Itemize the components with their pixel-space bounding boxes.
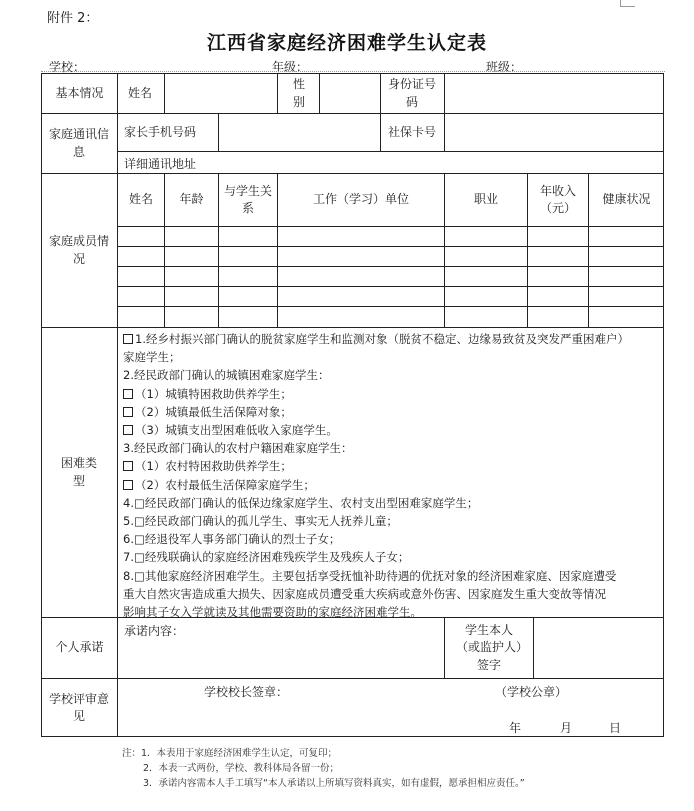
col-line bbox=[218, 173, 219, 327]
pledge-section-label: 个人承诺 bbox=[55, 640, 104, 655]
grade-label: 年级： bbox=[272, 60, 309, 74]
col-line bbox=[380, 73, 381, 151]
hardship-type-item bbox=[123, 457, 663, 475]
row-line bbox=[117, 246, 664, 247]
hardship-type-text: 2.经民政部门确认的城镇困难家庭学生： bbox=[123, 368, 330, 383]
hardship-type-item bbox=[123, 330, 663, 348]
hardship-type-item bbox=[123, 548, 663, 566]
school-label: 学校： bbox=[49, 60, 86, 74]
hardship-section-label: 困难类型 bbox=[60, 456, 97, 488]
hardship-type-item bbox=[123, 494, 663, 512]
student-signature-label: 学生本人（或监护人）签字 bbox=[456, 622, 523, 672]
name-label: 姓名 bbox=[127, 85, 152, 100]
hardship-type-text: （1）农村特困救助供养学生； bbox=[135, 459, 292, 474]
hardship-type-item bbox=[123, 439, 663, 457]
row-line bbox=[117, 306, 664, 307]
col-line bbox=[527, 173, 528, 327]
review-day: 日 bbox=[609, 721, 622, 735]
checkbox[interactable] bbox=[123, 334, 133, 344]
hardship-type-text: 重大自然灾害造成重大损失、因家庭成员遭受重大疾病或意外伤害、因家庭发生重大变故等情况 bbox=[123, 586, 606, 601]
footnote: 3．承诺内容需本人手工填写“本人承诺以上所填写资料真实，如有虚假，愿承担相应责任。” bbox=[143, 778, 525, 789]
hardship-type-item bbox=[123, 385, 663, 403]
row-line bbox=[41, 678, 664, 679]
hardship-type-text: 3.经民政部门确认的农村户籍困难家庭学生： bbox=[123, 441, 353, 456]
row-line bbox=[117, 226, 664, 227]
school-seal-label: （学校公章） bbox=[495, 685, 568, 699]
student-signature-field[interactable] bbox=[534, 618, 664, 678]
row-line bbox=[117, 266, 664, 267]
row-line bbox=[41, 327, 664, 328]
hardship-type-text: 7.□经残联确认的家庭经济困难残疾学生及残疾人子女； bbox=[123, 550, 410, 565]
hardship-type-text: （2）城镇最低生活保障对象； bbox=[135, 404, 292, 419]
address-label: 详细通讯地址 bbox=[124, 157, 197, 171]
hardship-type-item bbox=[123, 366, 663, 384]
hardship-type-item bbox=[123, 530, 663, 548]
id-number-label: 身份证号码 bbox=[387, 77, 436, 109]
family-col-age: 年龄 bbox=[179, 192, 204, 207]
hardship-type-item bbox=[123, 348, 663, 366]
form-title: 江西省家庭经济困难学生认定表 bbox=[206, 32, 487, 54]
name-field[interactable] bbox=[165, 74, 277, 113]
hardship-type-text: （3）城镇支出型困难低收入家庭学生。 bbox=[135, 423, 338, 438]
header-divider bbox=[41, 71, 665, 72]
principal-sign-label: 学校校长签章： bbox=[204, 685, 289, 699]
parent-phone-field[interactable] bbox=[219, 114, 380, 151]
footnote: 注：1．本表用于家庭经济困难学生认定，可复印； bbox=[122, 748, 338, 759]
gender-label: 性别 bbox=[292, 77, 305, 109]
row-line bbox=[117, 286, 664, 287]
family-col-name: 姓名 bbox=[128, 192, 153, 207]
hardship-type-item bbox=[123, 476, 663, 494]
checkbox[interactable] bbox=[123, 407, 133, 417]
address-field[interactable] bbox=[220, 152, 664, 173]
footnote: 2．本表一式两份，学校、教科体局各留一份； bbox=[143, 763, 340, 774]
hardship-type-item bbox=[123, 421, 663, 439]
checkbox[interactable] bbox=[123, 389, 133, 399]
review-year: 年 bbox=[509, 721, 522, 735]
family-col-health: 健康状况 bbox=[602, 192, 651, 207]
hardship-type-text: 影响其子女入学就读及其他需要资助的家庭经济困难学生。 bbox=[123, 605, 422, 620]
hardship-type-text: 1.经乡村振兴部门确认的脱贫家庭学生和监测对象（脱贫不稳定、边缘易致贫及突发严重困难户） bbox=[135, 332, 629, 346]
hardship-type-text: 家庭学生； bbox=[123, 350, 181, 365]
family-col-income: 年收入（元） bbox=[539, 183, 576, 215]
attachment-label: 附件 2： bbox=[47, 11, 99, 26]
social-security-field[interactable] bbox=[445, 114, 664, 151]
contact-section-label: 家庭通讯信息 bbox=[48, 127, 109, 159]
hardship-type-list bbox=[123, 330, 663, 621]
hardship-type-item bbox=[123, 567, 663, 585]
col-line bbox=[277, 73, 278, 113]
review-section-label: 学校评审意见 bbox=[48, 691, 109, 723]
hardship-type-text: （2）农村最低生活保障家庭学生； bbox=[135, 477, 315, 492]
social-security-label: 社保卡号 bbox=[388, 124, 437, 139]
family-col-workplace: 工作（学习）单位 bbox=[312, 192, 409, 207]
family-col-occupation: 职业 bbox=[473, 192, 498, 207]
hardship-type-text: 8.□其他家庭经济困难学生。主要包括享受抚恤补助待遇的优抚对象的经济困难家庭、因家庭遭受 bbox=[123, 568, 617, 583]
col-line bbox=[444, 617, 445, 678]
hardship-type-item bbox=[123, 585, 663, 603]
parent-phone-label: 家长手机号码 bbox=[124, 125, 197, 139]
corner-mark bbox=[620, 0, 635, 7]
hardship-type-item bbox=[123, 512, 663, 530]
gender-field[interactable] bbox=[320, 74, 380, 113]
id-number-field[interactable] bbox=[445, 74, 664, 113]
class-label: 班级： bbox=[486, 60, 523, 74]
checkbox[interactable] bbox=[123, 461, 133, 471]
checkbox[interactable] bbox=[123, 425, 133, 435]
checkbox[interactable] bbox=[123, 480, 133, 490]
footnotes bbox=[122, 746, 525, 791]
hardship-type-text: 5.□经民政部门确认的孤儿学生、事实无人抚养儿童； bbox=[123, 514, 398, 529]
hardship-type-text: 4.□经民政部门确认的低保边缘家庭学生、农村支出型困难家庭学生； bbox=[123, 495, 479, 510]
hardship-type-text: 6.□经退役军人事务部门确认的烈士子女； bbox=[123, 532, 341, 547]
col-line bbox=[117, 73, 118, 737]
review-month: 月 bbox=[560, 721, 573, 735]
family-section-label: 家庭成员情况 bbox=[48, 234, 109, 266]
hardship-type-text: （1）城镇特困救助供养学生； bbox=[135, 386, 292, 401]
hardship-type-item bbox=[123, 403, 663, 421]
pledge-content-label: 承诺内容： bbox=[124, 624, 185, 638]
basic-info-section-label: 基本情况 bbox=[55, 85, 104, 100]
family-col-relation: 与学生关系 bbox=[224, 183, 273, 215]
